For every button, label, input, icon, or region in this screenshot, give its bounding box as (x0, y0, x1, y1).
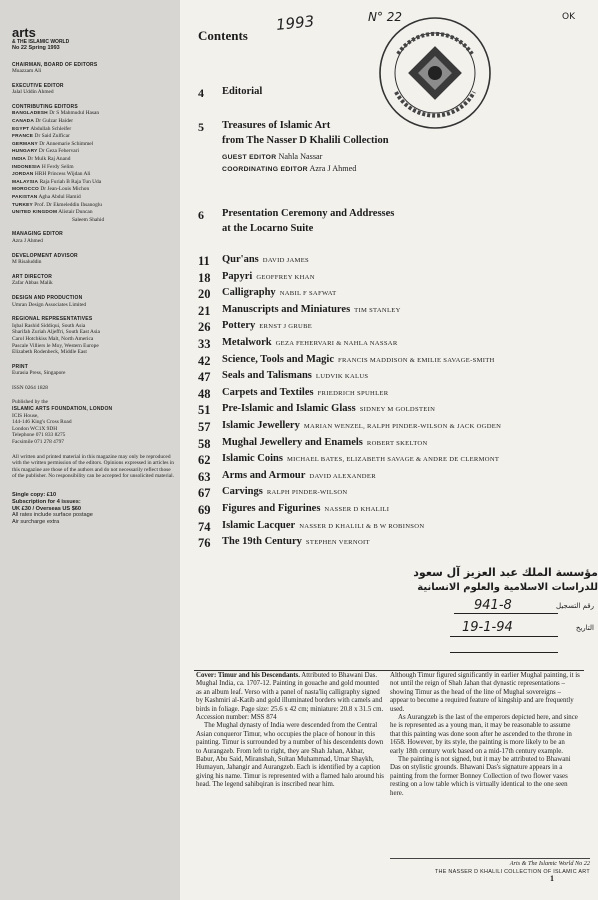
entry-title (222, 271, 315, 282)
development-advisor-section (12, 253, 174, 266)
footer-collection: THE NASSER D KHALILI COLLECTION OF ISLAMIC ART (434, 869, 590, 875)
registration-rule (454, 613, 558, 614)
page-number: 69 (198, 503, 211, 517)
contributor-country: TURKEY (12, 202, 33, 208)
entry-title (222, 354, 495, 365)
regional-representative: Pascale Villiers le Moy, Western Europe (12, 342, 99, 349)
contributor-item (12, 209, 174, 217)
entry-title (222, 420, 501, 431)
regional-section (12, 316, 174, 356)
contributor-item (12, 194, 174, 202)
contributor-item (12, 156, 174, 164)
entry-author: NASSER D KHALILI (324, 506, 390, 513)
regional-representative: Iqbal Rashid Siddiqui, South Asia (12, 322, 86, 329)
address-line: 144-146 King's Cross Road (12, 419, 72, 426)
address-line: London WC1X 9DH (12, 425, 58, 432)
entry-author: GEZA FEHERVARI & NAHLA NASSAR (275, 340, 398, 347)
entry-author: MARIAN WENZEL, RALPH PINDER-WILSON & JACK OGDEN (303, 423, 502, 430)
contributor-item (12, 141, 174, 149)
contributor-name: Dr Said Zulficar (34, 133, 70, 140)
regional-representative: Elizabeth Rodenbeck, Middle East (12, 349, 87, 356)
section-title: REGIONAL REPRESENTATIVES (12, 316, 93, 323)
page-number-footer: 1 (550, 874, 554, 883)
contributor-item (12, 148, 174, 156)
guest-editor-credit (222, 152, 322, 161)
contributor-item (12, 186, 174, 194)
contributor-country: CANADA (12, 119, 34, 125)
contributor-item (12, 133, 174, 141)
entry-title-text: Qur'ans (222, 254, 259, 265)
registration-number: 941-8 (474, 598, 512, 613)
page-number: 26 (198, 320, 211, 335)
section-title: EXECUTIVE EDITOR (12, 82, 64, 89)
entry-title (222, 403, 435, 414)
cover-caption-intro (196, 672, 384, 722)
chairman-name: Muazzam Ali (12, 68, 42, 75)
entry-title-text: Pre-Islamic and Islamic Glass (222, 403, 356, 415)
entry-title (222, 536, 370, 547)
section-title: PRINT (12, 363, 28, 370)
page-number: 42 (198, 353, 211, 368)
published-by: Published by the (12, 399, 48, 406)
guest-editor-name: Nahla Nassar (278, 152, 323, 161)
contributor-name: Dr Geza Fehervari (38, 148, 79, 155)
cover-caption-p4: As Aurangzeb is the last of the emperors depicted here, and since he is represented as a young man, it may be reasonable to assume that this painting was done soon after he ascended to the throne in 1658. However, by its style, the painting is more likely to be an early 18th century work based on a mid-17th century example. (390, 714, 578, 755)
contributor-country: MALAYSIA (12, 179, 39, 185)
contributor-country: PAKISTAN (12, 195, 38, 200)
page-number: 74 (198, 519, 211, 534)
entry-author: NABIL F SAFWAT (279, 290, 337, 298)
coordinating-editor-credit (222, 164, 356, 173)
foundation-name: ISLAMIC ARTS FOUNDATION, LONDON (12, 406, 113, 413)
masthead-sidebar (0, 0, 180, 900)
entry-title (222, 320, 312, 331)
art-director-section (12, 274, 174, 287)
page-number: 58 (198, 436, 211, 451)
cover-caption-p5: The painting is not signed, but it may be attributed to Bhawani Das on stylistic grounds. Bhawani Das's signature appears in a painting from the former Bonney Collection of two flower vases resting on a low table which is virtually identical to the one seen here. (390, 756, 571, 797)
contributor-item (12, 164, 174, 172)
page-number: 51 (198, 403, 211, 418)
pricing-section (12, 492, 174, 526)
entry-title (222, 437, 428, 448)
footer-divider (390, 858, 590, 859)
address (12, 413, 174, 446)
entry-author: TIM STANLEY (354, 306, 401, 314)
entry-author: LUDVIK KALUS (315, 373, 369, 381)
entry-title-cont: from The Nasser D Khalili Collection (222, 135, 389, 146)
page-number: 21 (198, 303, 211, 318)
entry-title: Editorial (222, 86, 263, 97)
entry-author: SIDNEY M GOLDSTEIN (359, 406, 436, 414)
page-number: 47 (198, 370, 211, 385)
contributor-country: EGYPT (12, 126, 30, 132)
entry-author: ERNST J GRUBE (259, 323, 313, 331)
contributor-name: Saleem Shahid (72, 216, 105, 223)
regional-representative: Carol Hotchkiss Malt, North America (12, 335, 94, 342)
page-number: 5 (198, 120, 204, 134)
page-number: 62 (198, 453, 211, 468)
entry-author: DAVID JAMES (262, 257, 309, 264)
contributor-name: Raja Furiah B Raja Tun Uda (39, 178, 102, 185)
entry-title-text: Papyri (222, 270, 253, 282)
handwritten-year: 1993 (275, 12, 316, 34)
entry-title (222, 486, 347, 497)
contributor-country: INDONESIA (12, 164, 41, 170)
guest-editor-label: GUEST EDITOR (222, 154, 277, 161)
contributor-item (12, 179, 174, 187)
stamp-line-1: مؤسسة الملك عبد العزيز آل سعود (413, 566, 598, 579)
print-section (12, 364, 174, 377)
publisher-section (12, 399, 174, 445)
managing-editor-name: Azra J Ahmed (12, 237, 43, 244)
entry-author: ROBERT SKELTON (366, 439, 428, 447)
registration-date: 19-1-94 (462, 620, 513, 635)
contributor-country: MOROCCO (12, 187, 39, 193)
handwritten-mark: OK (562, 12, 575, 22)
entry-title (222, 470, 376, 481)
section-title: MANAGING EDITOR (12, 231, 63, 238)
cover-caption-p3: Although Timur figured significantly in earlier Mughal painting, it is not until the reign of Shah Jahan that dynastic representations – showing Timur as the head of the line of Mughal sovereigns – appear to become a required feature of kingship and are frequently used. (390, 672, 580, 713)
page-number: 63 (198, 469, 211, 484)
address-line: Facsimile 071 278 4797 (12, 439, 64, 446)
entry-title-text: Carvings (222, 486, 263, 498)
contributor-country: FRANCE (12, 134, 34, 140)
coordinating-editor-label: COORDINATING EDITOR (222, 166, 308, 173)
entry-title: Treasures of Islamic Art (222, 120, 331, 131)
entry-author: MICHAEL BATES, ELIZABETH SAVAGE & ANDRE DE CLERMONT (286, 456, 500, 464)
subscription-price: UK £30 / Overseas US $60 (12, 505, 82, 512)
entry-title (222, 370, 368, 381)
cover-caption-col-2 (390, 672, 580, 798)
registration-label: رقم التسجيل (556, 602, 594, 610)
issn: ISSN 0264 1828 (12, 384, 48, 391)
postage-note: All rates include surface postage (12, 512, 93, 519)
page-footer (390, 860, 590, 876)
contributor-name: Agha Abdul Hamid (38, 194, 81, 200)
entry-title-cont: at the Locarno Suite (222, 223, 314, 234)
entry-title-text: Carpets and Textiles (222, 386, 314, 398)
entry-title (222, 503, 389, 514)
page-number: 4 (198, 86, 204, 100)
contributor-name: HRH Princess Wijdan Ali (34, 171, 91, 178)
contributor-name: Abdullah Schleifer (30, 125, 72, 132)
contributor-name: Dr Mulk Raj Anand (27, 156, 71, 163)
magazine-brand-subtitle: & THE ISLAMIC WORLD (12, 39, 70, 45)
entry-author: NASSER D KHALILI & B W ROBINSON (299, 522, 425, 530)
entry-title-text: Figures and Figurines (222, 503, 321, 514)
entry-author: FRANCIS MADDISON & EMILIE SAVAGE-SMITH (338, 356, 495, 364)
page-number: 48 (198, 386, 211, 401)
cover-caption-col-1 (196, 672, 384, 790)
contributor-item (12, 202, 174, 210)
entry-author: DAVID ALEXANDER (309, 472, 376, 480)
contributor-name: Prof. Dr Ekmeleddin Ihsanoglu (34, 201, 102, 208)
contributor-country: UNITED KINGDOM (12, 210, 58, 216)
library-registration-stamp (413, 566, 598, 666)
rights-notice: All written and printed material in this magazine may only be reproduced with the written permission of the editors. Opinions expressed in articles in this magazine are those of the authors and do not necessarily reflect those of the publisher. No responsibility can be accepted for unsolicited material. (12, 453, 174, 480)
handwritten-number: N° 22 (368, 10, 403, 24)
contributor-name: H Ferdy Selim (41, 163, 74, 170)
entry-title: Presentation Ceremony and Addresses (222, 208, 395, 219)
subscription-label: Subscription for 4 issues: (12, 498, 81, 505)
contributors-list (12, 110, 174, 216)
contributor-name: Dr Jean-Louis Michon (40, 186, 90, 193)
entry-title (222, 337, 398, 348)
cover-caption-p2: The Mughal dynasty of India were descended from the Central Asian conqueror Timur, who occupies the place of honour in this painting. Timur is surrounded by a number of his descendents down to Aurangzeb. From left to right, they are Shah Jahan, Akbar, Babur, Abu Said, Miranshah, Sultan Muhammad, Umar Shaykh, Humayun, Jahangir and Aurangzeb. Each is identified by a caption giving his name. Timur is represented with a flamed halo around his head. The legend sahibqiran is inscribed near him. (196, 722, 384, 789)
section-title: ART DIRECTOR (12, 273, 53, 280)
page-number: 33 (198, 337, 211, 351)
contributor-country: BANGLADESH (12, 111, 48, 117)
entry-title-text: Islamic Jewellery (222, 420, 300, 431)
cover-caption-details: Attributed to Bhawani Das. Mughal India, ca. 1707-12. Painting in gouache and gold mounted as an album leaf. Verso with a panel of nasta'liq calligraphy signed by Kashmiri al-Katib and gold illuminated borders with camels and birds in foliage. Page size: 25.6 x 42 cm; miniature: 20.8 x 31.5 cm. Accession number: MSS 874 (196, 672, 384, 722)
entry-title-text: Science, Tools and Magic (222, 353, 335, 365)
date-label: التاريخ (575, 624, 594, 632)
section-title: DEVELOPMENT ADVISOR (12, 252, 78, 259)
contributing-editors-section (12, 104, 174, 224)
entry-title-text: Metalwork (222, 337, 272, 348)
entry-title (222, 453, 499, 464)
stamp-line-2: للدراسات الاسلامية والعلوم الانسانية (417, 582, 598, 593)
entry-author: GEOFFREY KHAN (256, 273, 315, 281)
entry-title-text: Manuscripts and Miniatures (222, 303, 351, 315)
airmail-note: Air surcharge extra (12, 519, 60, 526)
contributor-name: Dr Annemarie Schimmel (39, 140, 94, 147)
coordinating-editor-name: Azra J Ahmed (309, 164, 357, 173)
executive-editor-name: Jalal Uddin Ahmed (12, 89, 54, 96)
page-number: 6 (198, 208, 204, 222)
entry-author: FRIEDRICH SPUHLER (317, 389, 389, 397)
contributor-country: JORDAN (12, 172, 34, 178)
page-number: 67 (198, 486, 211, 501)
section-title: CHAIRMAN, BOARD OF EDITORS (12, 61, 98, 68)
entry-title (222, 520, 424, 531)
page-number: 20 (198, 287, 211, 302)
page-title: Contents (198, 28, 248, 43)
contributor-country: HUNGARY (12, 149, 38, 155)
print-name: Eurasia Press, Singapore (12, 370, 66, 377)
page-number: 57 (198, 420, 211, 434)
art-director-name: Zafar Abbas Malik (12, 280, 53, 287)
entry-title-text: The 19th Century (222, 536, 302, 548)
executive-editor-section (12, 83, 174, 96)
entry-author: RALPH PINDER-WILSON (266, 489, 348, 497)
section-title: CONTRIBUTING EDITORS (12, 103, 78, 110)
section-title: DESIGN AND PRODUCTION (12, 294, 83, 301)
entry-title-text: Arms and Armour (222, 469, 306, 481)
entry-title (222, 304, 401, 315)
stamp-rule (450, 652, 558, 653)
entry-title-text: Pottery (222, 320, 256, 332)
contributor-item (12, 118, 174, 126)
address-line: Telephone 071 833 8275 (12, 432, 66, 439)
entry-title-text: Calligraphy (222, 287, 276, 299)
chairman-section (12, 62, 174, 75)
development-advisor-name: M Risaluddin (12, 259, 42, 266)
contributor-country: GERMANY (12, 141, 38, 147)
entry-title-text: Mughal Jewellery and Enamels (222, 436, 363, 448)
entry-author: STEPHEN VERNOIT (305, 539, 370, 547)
page-number: 11 (198, 254, 210, 268)
single-copy-price: Single copy: £10 (12, 492, 57, 498)
contributor-name: Dr Gulzar Haider (35, 118, 74, 125)
regional-list (12, 323, 174, 356)
library-seal-stamp-icon (376, 14, 494, 132)
regional-representative: Sharifah Zuriah Aljeffri, South East Asia (12, 329, 100, 336)
entry-title-text: Islamic Coins (222, 453, 283, 465)
contributor-name: Dr S Mahmudul Hasan (49, 110, 100, 117)
issue-number: No 22 Spring 1993 (12, 45, 60, 51)
page-number: 76 (198, 536, 211, 551)
entry-title-text: Islamic Lacquer (222, 519, 296, 531)
entry-title-text: Seals and Talismans (222, 370, 312, 382)
footer-magazine: Arts & The Islamic World No 22 (509, 860, 590, 867)
address-line: ICIS House, (12, 412, 39, 419)
date-rule (450, 636, 558, 637)
entry-title (222, 287, 336, 298)
design-section (12, 295, 174, 308)
entry-title (222, 254, 309, 265)
caption-divider (194, 670, 584, 671)
contributor-item (12, 171, 174, 179)
page-number: 18 (198, 270, 211, 285)
magazine-brand: arts (12, 25, 36, 40)
contributor-name: Alistair Duncan (58, 209, 93, 216)
managing-editor-section (12, 231, 174, 244)
design-name: Umran Design Associates Limited (12, 301, 87, 308)
contents-area (180, 0, 598, 900)
contributor-country: INDIA (12, 157, 27, 163)
entry-title (222, 387, 388, 398)
cover-caption-lead: Cover: Timur and his Descendants. (196, 672, 300, 679)
contributor-item (12, 110, 174, 118)
